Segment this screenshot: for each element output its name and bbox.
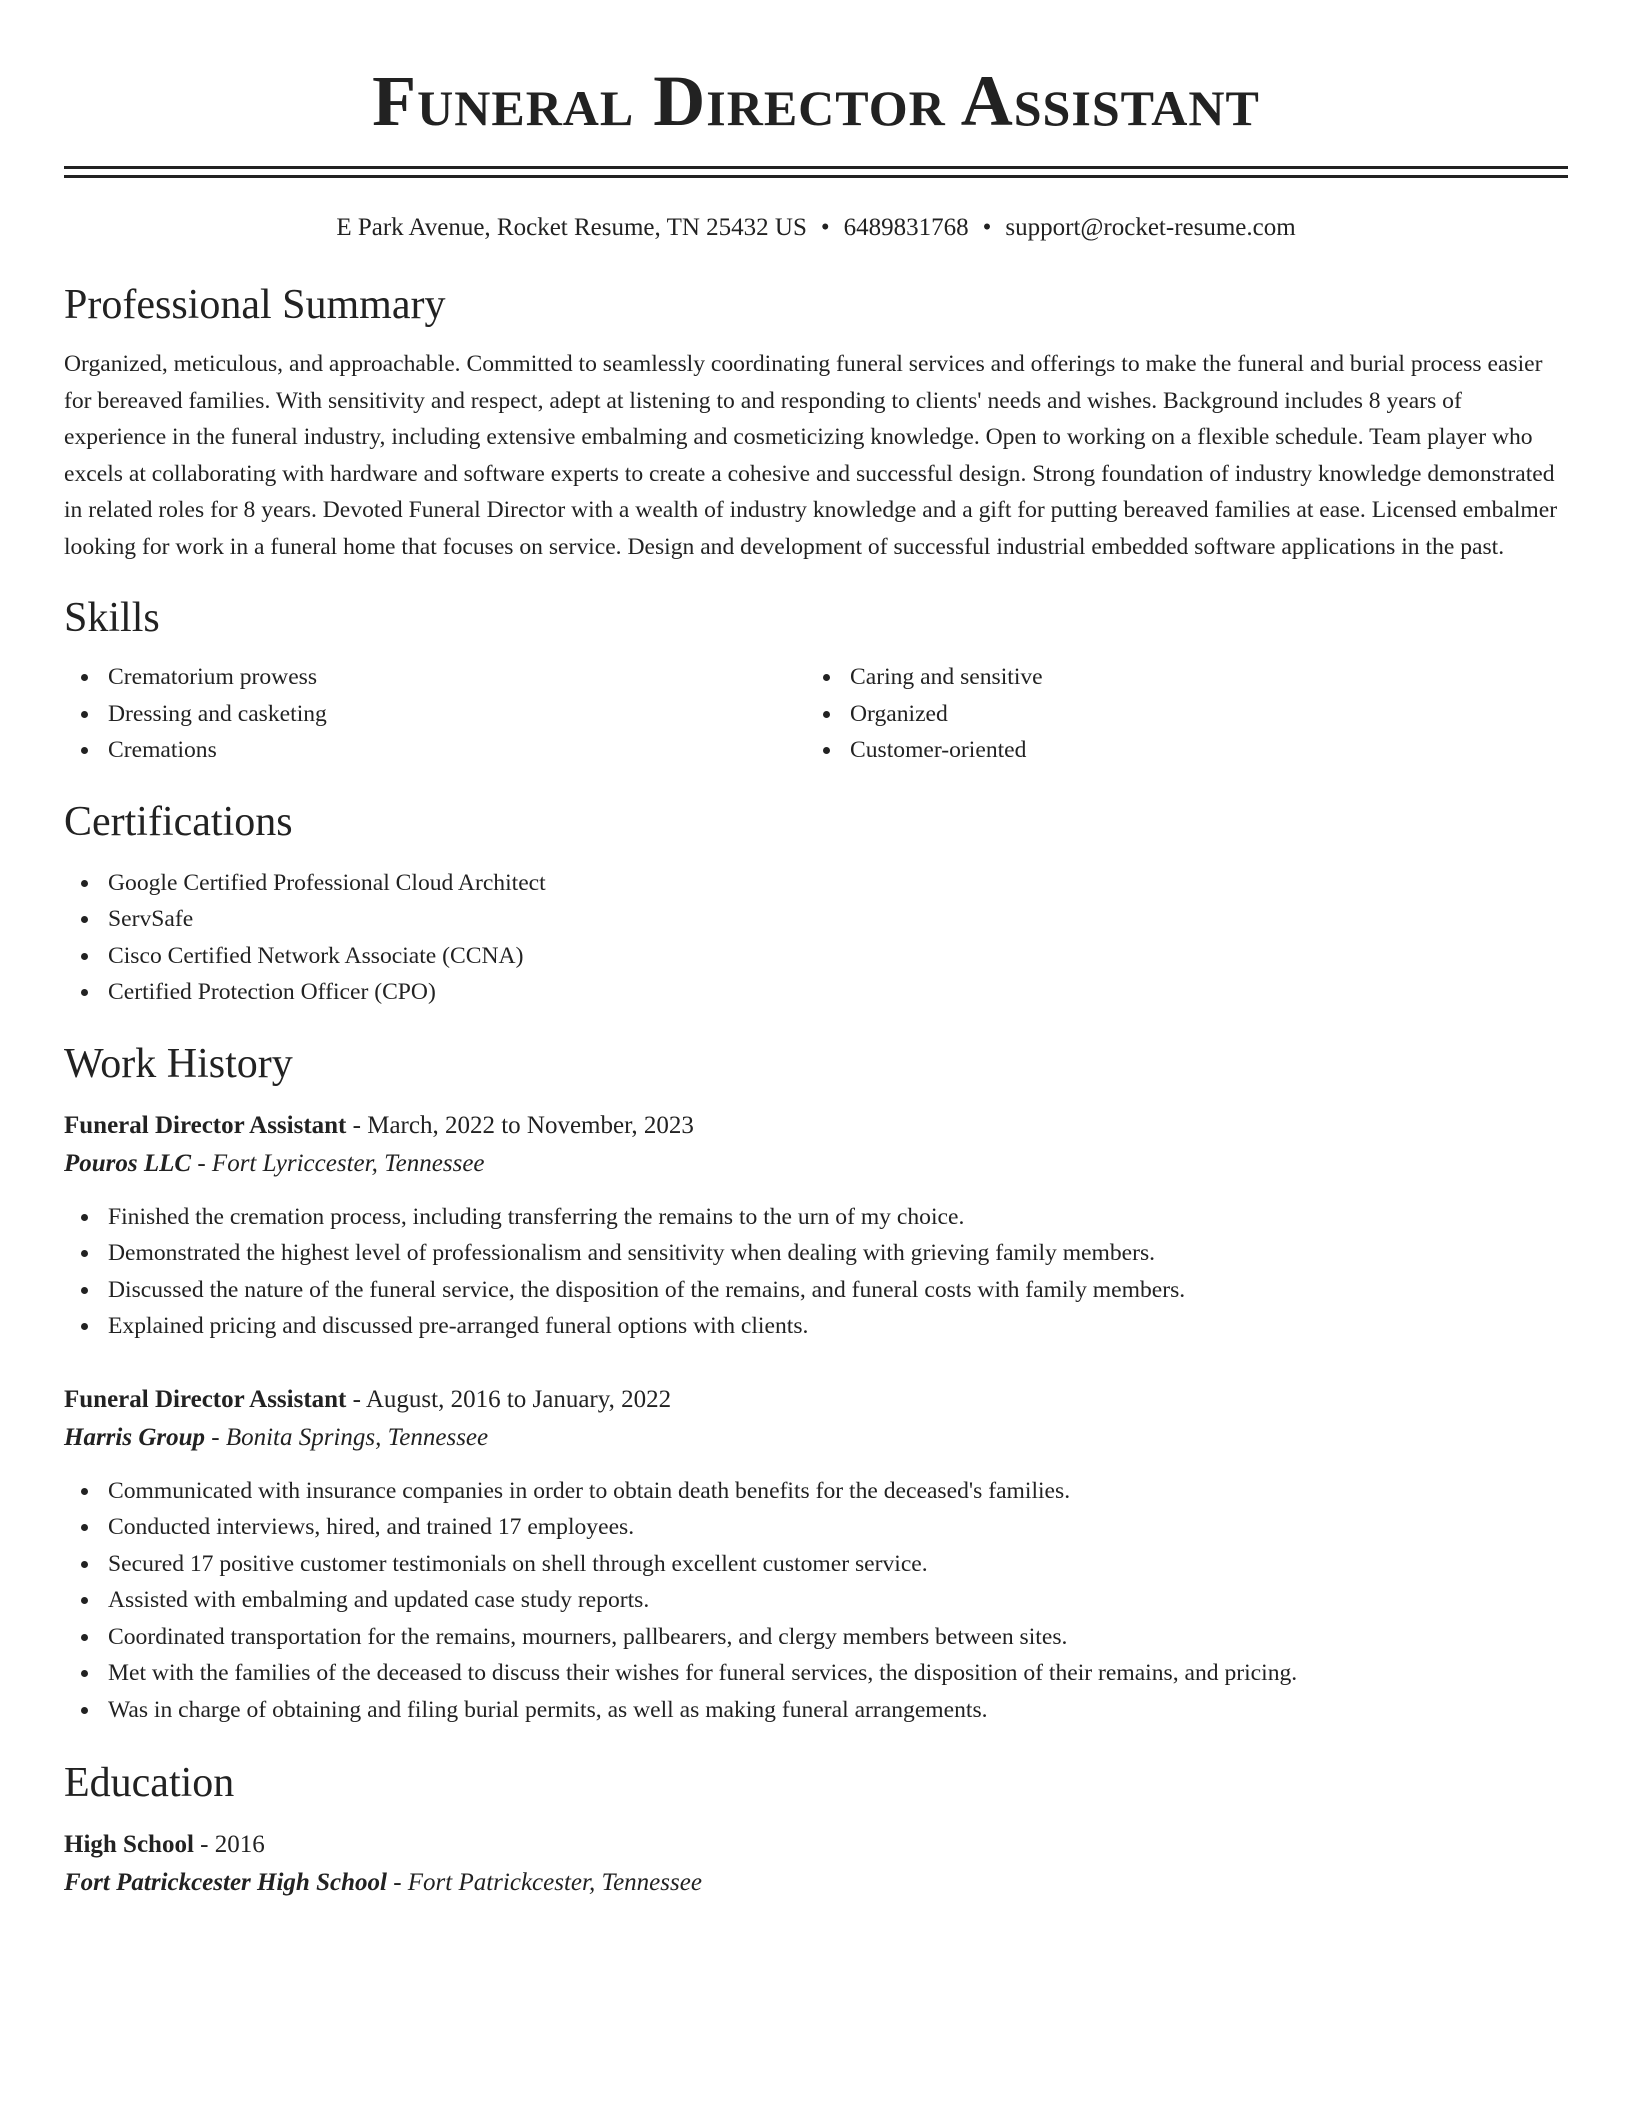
list-item: Coordinated transportation for the remains, mourners, pallbearers, and clergy members between sites. [64, 1619, 1568, 1656]
skills-section [64, 593, 1568, 769]
list-item: Secured 17 positive customer testimonials on shell through excellent customer service. [64, 1546, 1568, 1583]
list-item: Explained pricing and discussed pre-arranged funeral options with clients. [64, 1308, 1568, 1345]
education-degree: High School [64, 1831, 194, 1858]
education-school: Fort Patrickcester High School [64, 1869, 387, 1896]
header-double-rule [64, 166, 1568, 178]
education-entry [64, 1826, 1568, 1902]
resume-name: Funeral Director Assistant [372, 61, 1260, 141]
education-heading: Education [64, 1760, 235, 1806]
list-item: Cremations [64, 732, 806, 769]
work-history-section [64, 1039, 1568, 1729]
job-dates: - March, 2022 to November, 2023 [346, 1111, 694, 1139]
education-school-line [64, 1864, 1568, 1902]
list-item: Met with the families of the deceased to discuss their wishes for funeral services, the disposition of their remains, and pricing. [64, 1655, 1568, 1692]
job-bullet-list [64, 1473, 1568, 1729]
job-location: - Fort Lyriccester, Tennessee [191, 1149, 485, 1177]
list-item: Dressing and casketing [64, 696, 806, 733]
list-item: Discussed the nature of the funeral service, the disposition of the remains, and funeral costs with family members. [64, 1272, 1568, 1309]
list-item: Caring and sensitive [806, 659, 1548, 696]
job-company: Harris Group [64, 1423, 206, 1451]
list-item: Customer-oriented [806, 732, 1548, 769]
header-rule-top [64, 166, 1568, 169]
job-company-line [64, 1145, 1568, 1183]
summary-heading: Professional Summary [64, 282, 446, 328]
list-item: Finished the cremation process, including transferring the remains to the urn of my choice. [64, 1199, 1568, 1236]
job-entry [64, 1381, 1568, 1729]
skills-grid [64, 659, 1568, 769]
certifications-list [64, 865, 1568, 1011]
contact-line [64, 212, 1568, 244]
skills-list-left [64, 659, 806, 769]
job-bullet-list [64, 1199, 1568, 1345]
skills-heading: Skills [64, 595, 160, 641]
certifications-section [64, 797, 1568, 1011]
job-title-line [64, 1381, 1568, 1419]
job-company-line [64, 1419, 1568, 1457]
list-item: Demonstrated the highest level of professionalism and sensitivity when dealing with grieving family members. [64, 1235, 1568, 1272]
list-item: Assisted with embalming and updated case study reports. [64, 1582, 1568, 1619]
job-company: Pouros LLC [64, 1149, 192, 1177]
list-item: Communicated with insurance companies in order to obtain death benefits for the deceased's families. [64, 1473, 1568, 1510]
list-item: Was in charge of obtaining and filing burial permits, as well as making funeral arrangements. [64, 1692, 1568, 1729]
education-degree-line [64, 1826, 1568, 1864]
list-item: Google Certified Professional Cloud Architect [64, 865, 1568, 902]
list-item: Organized [806, 696, 1548, 733]
list-item: Certified Protection Officer (CPO) [64, 974, 1568, 1011]
job-location: - Bonita Springs, Tennessee [205, 1423, 489, 1451]
certifications-heading: Certifications [64, 798, 293, 845]
job-dates: - August, 2016 to January, 2022 [346, 1385, 672, 1413]
contact-separator: • [982, 214, 992, 241]
contact-address: E Park Avenue, Rocket Resume, TN 25432 US [336, 214, 807, 241]
list-item: Crematorium prowess [64, 659, 806, 696]
education-section [64, 1758, 1568, 1902]
summary-text: Organized, meticulous, and approachable. Committed to seamlessly coordinating funeral services and offerings to make the funeral and burial process easier for bereaved families. With sensitivity and respect, adept at listening to and responding to clients' needs and wishes. Background includes 8 years of experience in the funeral industry, including extensive embalming and cosmeticizing knowledge. Open to working on a flexible schedule. Team player who excels at collaborating with hardware and software experts to create a cohesive and successful design. Strong foundation of industry knowledge demonstrated in related roles for 8 years. Devoted Funeral Director with a wealth of industry knowledge and a gift for putting bereaved families at ease. Licensed embalmer looking for work in a funeral home that focuses on service. Design and development of successful industrial embedded software applications in the past. [64, 351, 1558, 560]
summary-section [64, 280, 1568, 565]
list-item: Conducted interviews, hired, and trained 17 employees. [64, 1509, 1568, 1546]
education-year: - 2016 [193, 1831, 265, 1858]
list-item: Cisco Certified Network Associate (CCNA) [64, 938, 1568, 975]
education-location: - Fort Patrickcester, Tennessee [386, 1869, 702, 1896]
list-item: ServSafe [64, 901, 1568, 938]
work-history-heading: Work History [64, 1040, 293, 1087]
contact-phone: 6489831768 [843, 214, 969, 241]
job-title: Funeral Director Assistant [64, 1111, 347, 1139]
job-title-line [64, 1107, 1568, 1145]
header-rule-bottom [64, 175, 1568, 178]
contact-email: support@rocket-resume.com [1005, 214, 1296, 241]
contact-separator: • [820, 214, 830, 241]
job-title: Funeral Director Assistant [64, 1385, 347, 1413]
job-entry [64, 1107, 1568, 1345]
skills-list-right [806, 659, 1548, 769]
